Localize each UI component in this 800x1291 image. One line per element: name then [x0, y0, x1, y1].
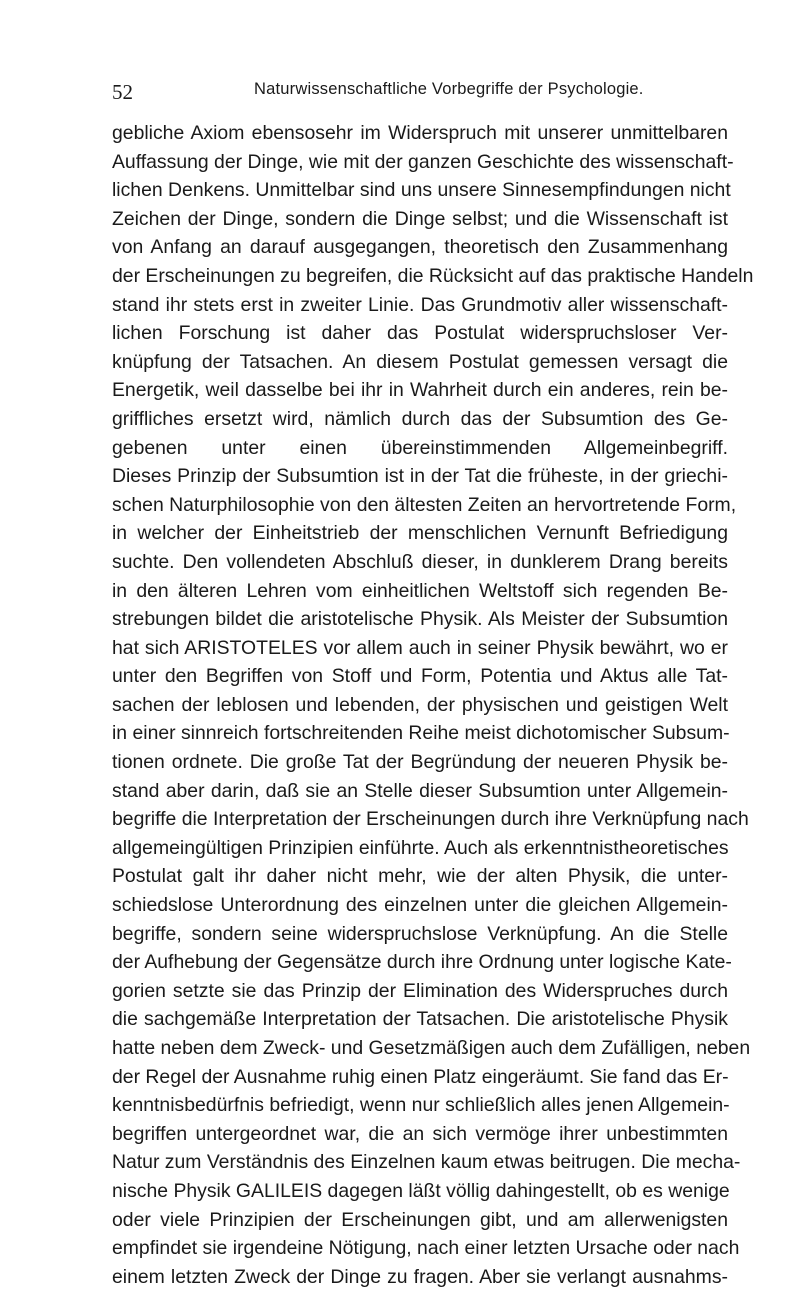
text-line: der Aufhebung der Gegensätze durch ihre Ordnung unter logische Kate-: [112, 951, 732, 974]
text-line: unter den Begriffen von Stoff und Form, Potentia und Aktus alle Tat-: [112, 665, 728, 688]
text-line: gebenen unter einen übereinstimmenden Allgemeinbegriff.: [112, 436, 728, 459]
text-line: hatte neben dem Zweck- und Gesetzmäßigen auch dem Zufälligen, neben: [112, 1037, 751, 1059]
text-line: empfindet sie irgendeine Nötigung, nach einer letzten Ursache oder nach: [112, 1237, 740, 1260]
text-line: lichen Denkens. Unmittelbar sind uns unsere Sinnesempfindungen nicht: [112, 179, 731, 202]
text-line: Auffassung der Dinge, wie mit der ganzen Geschichte des wissenschaft-: [112, 150, 734, 173]
running-title: Naturwissenschaftliche Vorbegriffe der Psychologie.: [254, 80, 644, 98]
text-line: schen Naturphilosophie von den ältesten Zeiten an hervortretende Form,: [112, 493, 737, 516]
text-line: begriffe die Interpretation der Erscheinungen durch ihre Verknüpfung nach: [112, 808, 749, 831]
text-line: begriffen untergeordnet war, die an sich vermöge ihrer unbestimmten: [112, 1122, 728, 1145]
text-line: Dieses Prinzip der Subsumtion ist in der Tat die früheste, in der griechi-: [112, 465, 728, 488]
running-head: [112, 80, 722, 106]
text-line: knüpfung der Tatsachen. An diesem Postulat gemessen versagt die: [112, 350, 728, 373]
text-line: in welcher der Einheitstrieb der menschlichen Vernunft Befriedigung: [112, 522, 728, 545]
text-line: oder viele Prinzipien der Erscheinungen gibt, und am allerwenigsten: [112, 1208, 728, 1231]
text-line: einem letzten Zweck der Dinge zu fragen. Aber sie verlangt ausnahms-: [112, 1265, 728, 1288]
text-line: hat sich ARISTOTELES vor allem auch in seiner Physik bewährt, wo er: [112, 636, 728, 659]
text-line: stand aber darin, daß sie an Stelle dieser Subsumtion unter Allgemein-: [112, 779, 728, 802]
text-line: Energetik, weil dasselbe bei ihr in Wahrheit durch ein anderes, rein be-: [112, 379, 728, 402]
text-line: von Anfang an darauf ausgegangen, theoretisch den Zusammenhang: [112, 236, 728, 259]
text-line: Natur zum Verständnis des Einzelnen kaum etwas beitrugen. Die mecha-: [112, 1151, 741, 1174]
text-line: gebliche Axiom ebensosehr im Widerspruch mit unserer unmittelbaren: [112, 122, 728, 144]
text-line: in einer sinnreich fortschreitenden Reihe meist dichotomischer Subsum-: [112, 722, 730, 745]
text-line: der Regel der Ausnahme ruhig einen Platz eingeräumt. Sie fand das Er-: [112, 1065, 729, 1088]
text-line: sachen der leblosen und lebenden, der physischen und geistigen Welt: [112, 693, 728, 716]
page-number: 52: [112, 80, 133, 104]
body-text: [112, 119, 754, 1291]
text-line: die sachgemäße Interpretation der Tatsachen. Die aristotelische Physik: [112, 1008, 728, 1031]
text-line: suchte. Den vollendeten Abschluß dieser, in dunklerem Drang bereits: [112, 550, 728, 573]
text-line: in den älteren Lehren vom einheitlichen Weltstoff sich regenden Be-: [112, 579, 728, 602]
text-line: gorien setzte sie das Prinzip der Elimination des Widerspruches durch: [112, 979, 728, 1002]
text-line: Postulat galt ihr daher nicht mehr, wie der alten Physik, die unter-: [112, 865, 728, 888]
text-line: tionen ordnete. Die große Tat der Begründung der neueren Physik be-: [112, 751, 728, 774]
text-line: stand ihr stets erst in zweiter Linie. Das Grundmotiv aller wissenschaft-: [112, 293, 728, 316]
text-line: kenntnisbedürfnis befriedigt, wenn nur schließlich alles jenen Allgemein-: [112, 1094, 730, 1117]
text-line: griffliches ersetzt wird, nämlich durch das der Subsumtion des Ge-: [112, 407, 728, 430]
text-line: der Erscheinungen zu begreifen, die Rücksicht auf das praktische Handeln: [112, 264, 754, 287]
text-line: Zeichen der Dinge, sondern die Dinge selbst; und die Wissenschaft ist: [112, 207, 728, 230]
text-line: begriffe, sondern seine widerspruchslose Verknüpfung. An die Stelle: [112, 922, 728, 945]
text-line: nische Physik GALILEIS dagegen läßt völlig dahingestellt, ob es wenige: [112, 1179, 730, 1202]
text-line: strebungen bildet die aristotelische Physik. Als Meister der Subsumtion: [112, 608, 728, 631]
text-line: schiedslose Unterordnung des einzelnen unter die gleichen Allgemein-: [112, 894, 728, 917]
text-line: lichen Forschung ist daher das Postulat widerspruchsloser Ver-: [112, 322, 728, 345]
text-line: allgemeingültigen Prinzipien einführte. Auch als erkenntnistheoretisches: [112, 836, 729, 859]
